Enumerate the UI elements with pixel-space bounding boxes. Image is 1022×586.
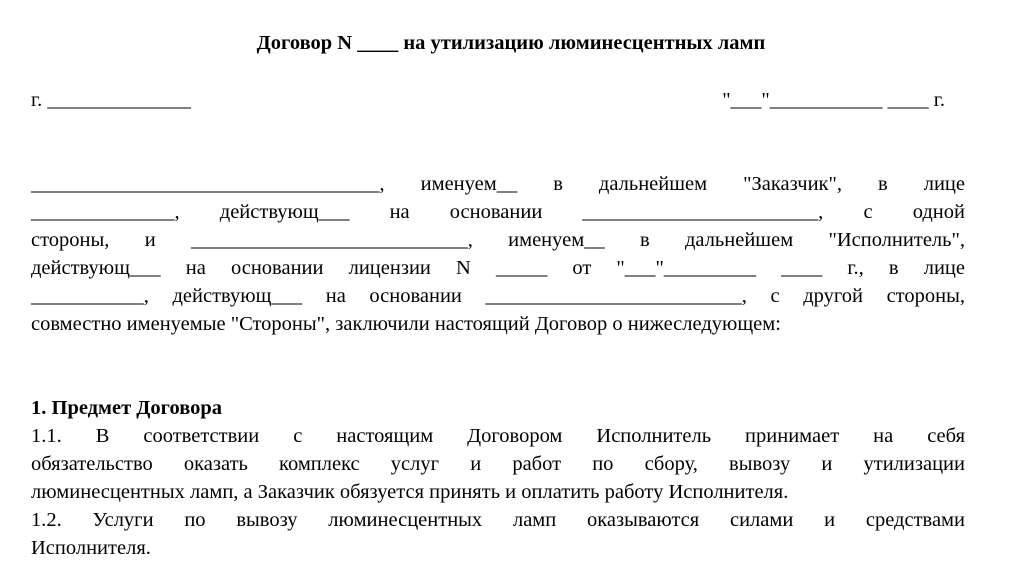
- clause-line: 1.2. Услуги по вывозу люминесцентных ламп оказываются силами и средствами: [31, 509, 965, 531]
- preamble-line: ______________, действующ___ на основании _______________________, с одной: [31, 201, 965, 223]
- preamble-line: действующ___ на основании лицензии N _____ от "___"_________ ____ г., в лице: [31, 257, 965, 279]
- preamble-paragraph: [31, 170, 965, 338]
- clause-line: 1.1. В соответствии с настоящим Договором Исполнитель принимает на себя: [31, 425, 965, 447]
- preamble-line: __________________________________, именуем__ в дальнейшем "Заказчик", в лице: [31, 173, 965, 195]
- place-date-row: [31, 87, 945, 113]
- section-heading: 1. Предмет Договора: [31, 397, 223, 419]
- preamble-line: ___________, действующ___ на основании _________________________, с другой стороны,: [31, 285, 965, 307]
- date-field: "___"___________ ____ г.: [722, 89, 945, 111]
- section-subject: [31, 394, 965, 562]
- clause-line: Исполнителя.: [31, 537, 151, 559]
- clause-line: люминесцентных ламп, а Заказчик обязуется принять и оплатить работу Исполнителя.: [31, 481, 789, 503]
- city-field: г. ______________: [31, 89, 191, 111]
- document-title: Договор N ____ на утилизацию люминесцентных ламп: [256, 32, 766, 54]
- clause-line: обязательство оказать комплекс услуг и работ по сбору, вывозу и утилизации: [31, 453, 965, 475]
- preamble-line: совместно именуемые "Стороны", заключили настоящий Договор о нижеследующем:: [31, 313, 781, 335]
- preamble-line: стороны, и ___________________________, именуем__ в дальнейшем "Исполнитель",: [31, 229, 965, 251]
